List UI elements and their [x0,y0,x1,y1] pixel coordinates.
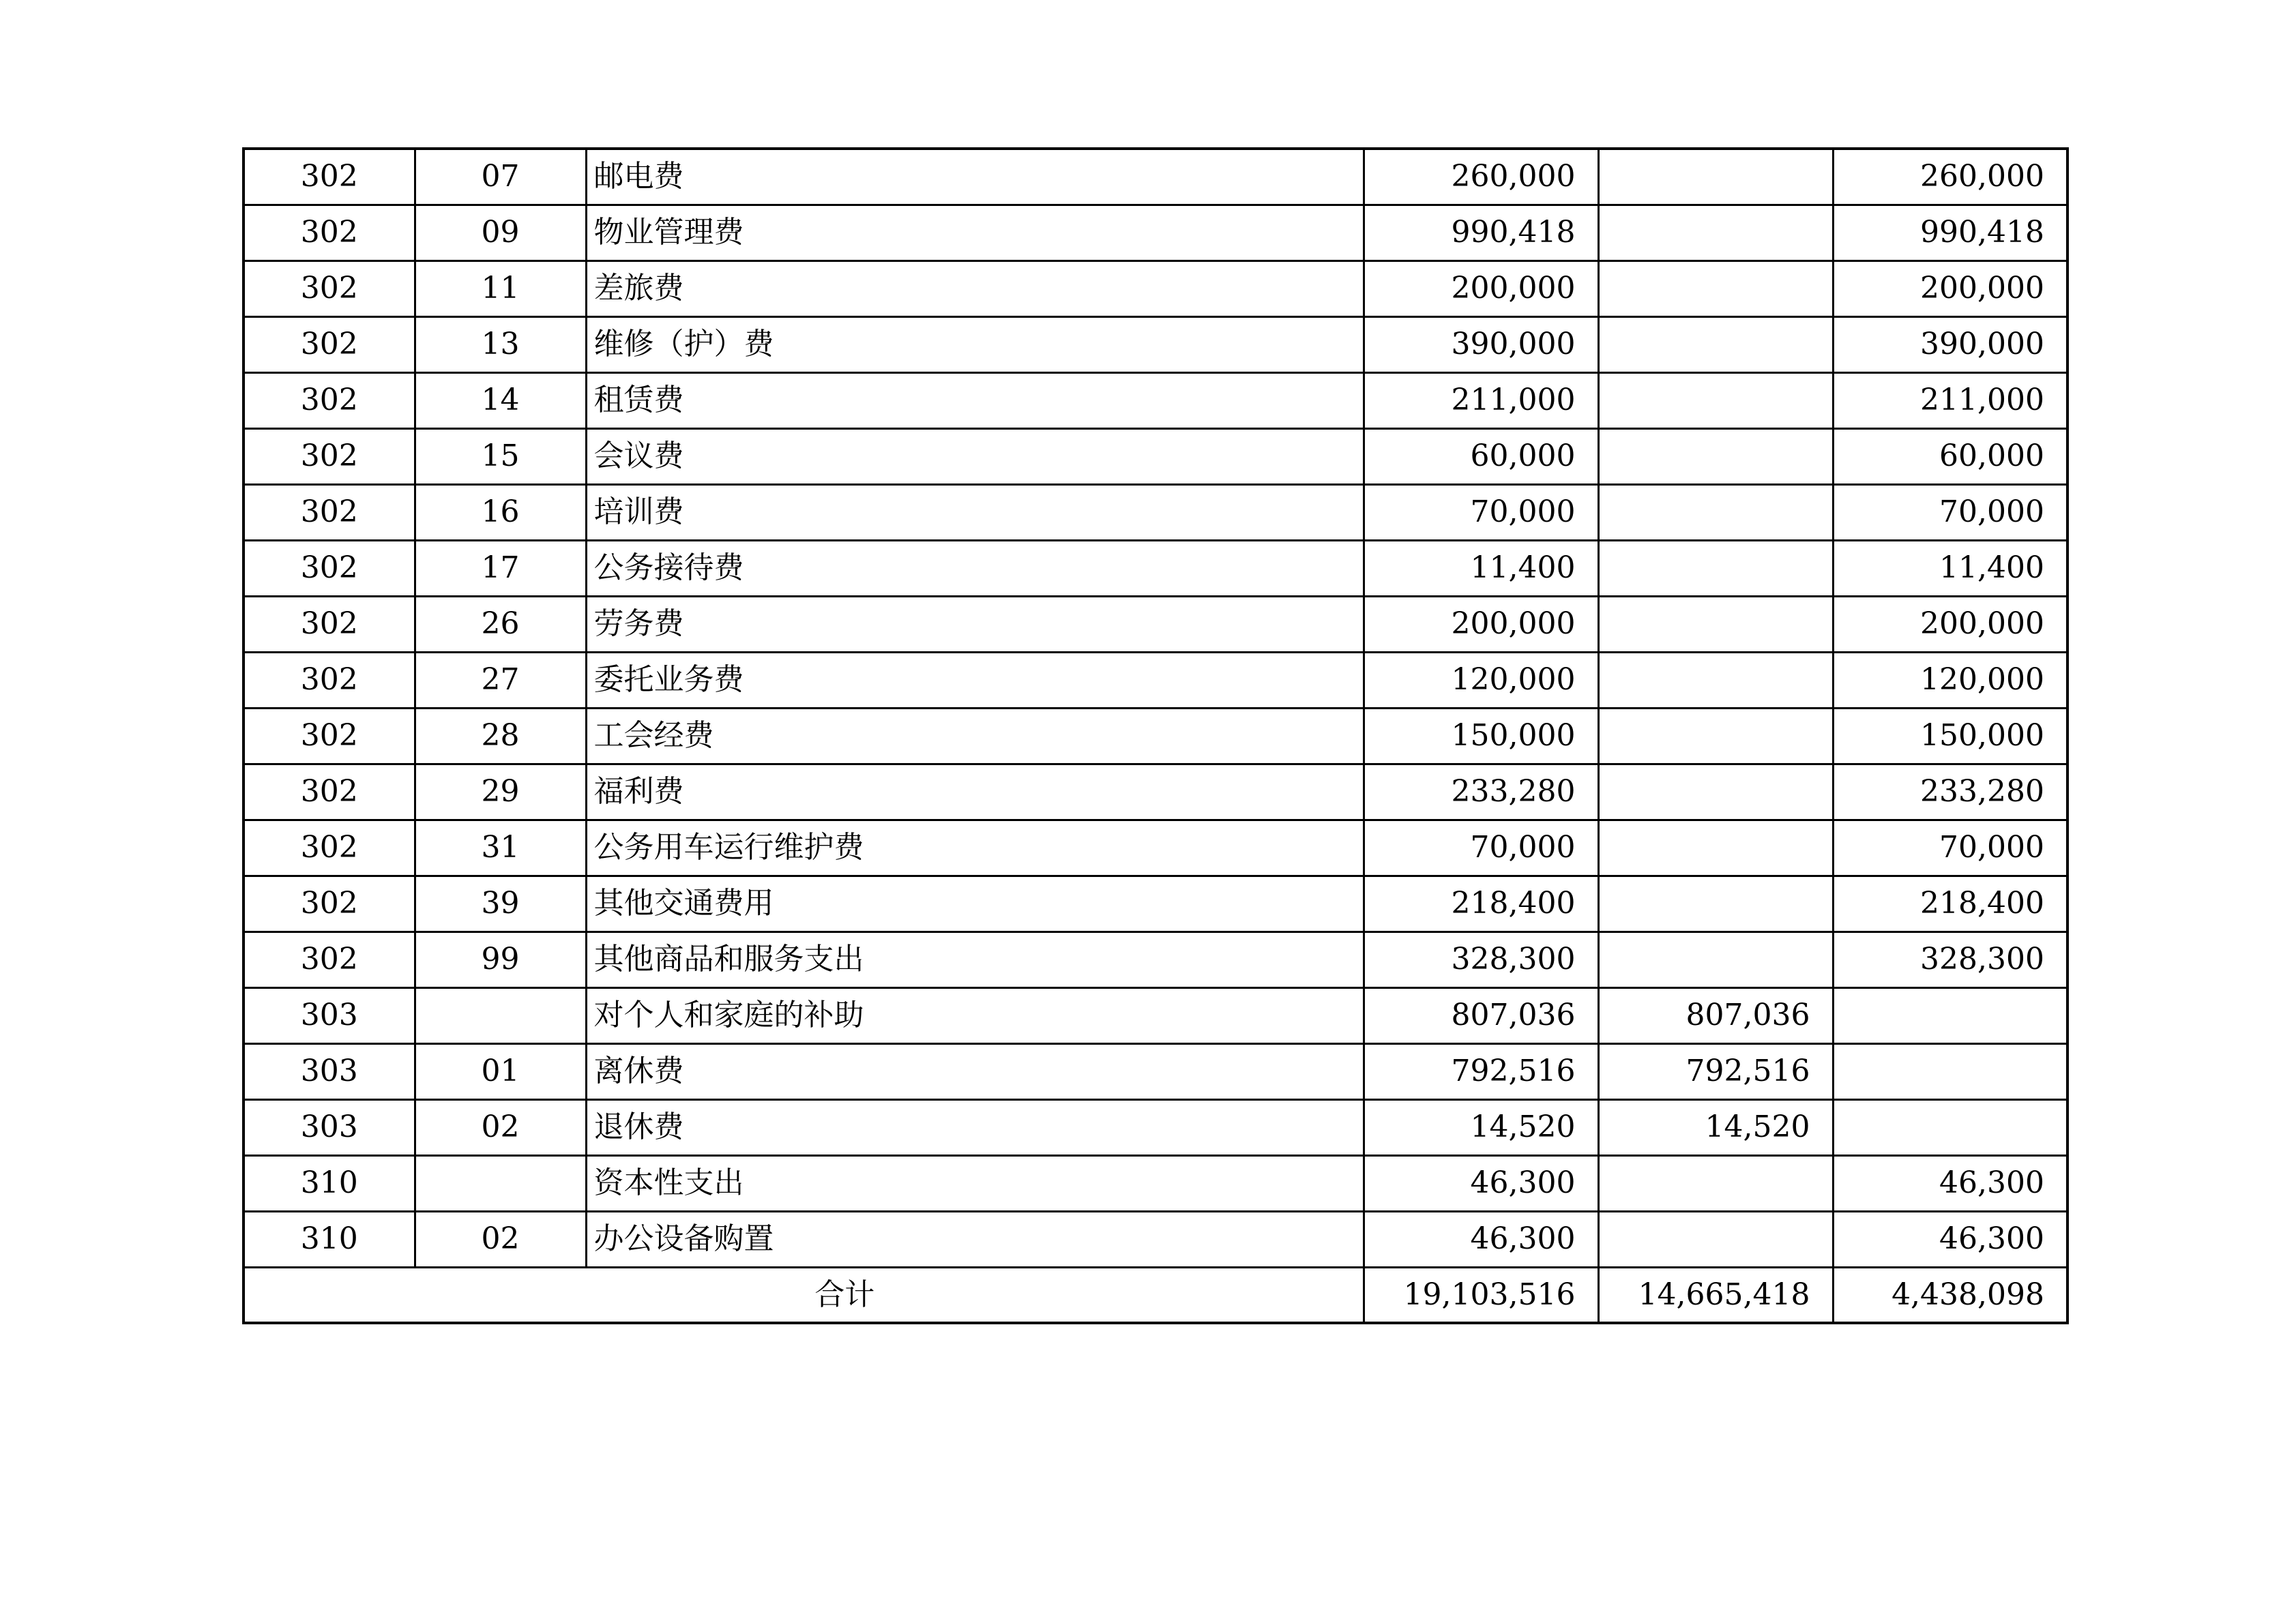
total-amount-cell: 390,000 [1364,316,1598,372]
basic-amount-cell [1598,260,1833,316]
item-name-cell: 委托业务费 [586,652,1364,708]
class-code-cell: 302 [244,540,415,596]
item-name-cell: 公务接待费 [586,540,1364,596]
total-project-amount: 4,438,098 [1833,1267,2067,1323]
total-amount-cell: 990,418 [1364,205,1598,260]
item-code-cell [415,1155,586,1211]
project-amount-cell: 120,000 [1833,652,2067,708]
project-amount-cell: 200,000 [1833,596,2067,652]
project-amount-cell [1833,1043,2067,1099]
project-amount-cell [1833,1099,2067,1155]
basic-amount-cell: 792,516 [1598,1043,1833,1099]
item-code-cell: 29 [415,764,586,820]
total-amount-cell: 14,520 [1364,1099,1598,1155]
item-code-cell: 02 [415,1211,586,1267]
table-row [244,484,2067,540]
class-code-cell: 302 [244,932,415,987]
table-row [244,1099,2067,1155]
item-name-cell: 劳务费 [586,596,1364,652]
total-amount-cell: 200,000 [1364,260,1598,316]
basic-amount-cell [1598,372,1833,428]
item-name-cell: 资本性支出 [586,1155,1364,1211]
class-code-cell: 303 [244,987,415,1043]
total-amount-cell: 150,000 [1364,708,1598,764]
table-row [244,820,2067,876]
class-code-cell: 303 [244,1099,415,1155]
item-code-cell: 16 [415,484,586,540]
item-code-cell: 39 [415,876,586,932]
class-code-cell: 302 [244,484,415,540]
project-amount-cell: 211,000 [1833,372,2067,428]
total-amount-cell: 792,516 [1364,1043,1598,1099]
item-name-cell: 福利费 [586,764,1364,820]
project-amount-cell [1833,987,2067,1043]
project-amount-cell: 70,000 [1833,484,2067,540]
project-amount-cell: 218,400 [1833,876,2067,932]
total-amount-cell: 807,036 [1364,987,1598,1043]
basic-amount-cell [1598,596,1833,652]
class-code-cell: 302 [244,260,415,316]
item-name-cell: 公务用车运行维护费 [586,820,1364,876]
class-code-cell: 310 [244,1211,415,1267]
item-name-cell: 租赁费 [586,372,1364,428]
class-code-cell: 302 [244,149,415,205]
table-row [244,1211,2067,1267]
total-amount: 19,103,516 [1364,1267,1598,1323]
item-name-cell: 会议费 [586,428,1364,484]
total-amount-cell: 260,000 [1364,149,1598,205]
total-amount-cell: 218,400 [1364,876,1598,932]
project-amount-cell: 233,280 [1833,764,2067,820]
item-code-cell: 13 [415,316,586,372]
total-label: 合计 [244,1267,1364,1323]
item-code-cell: 01 [415,1043,586,1099]
class-code-cell: 302 [244,205,415,260]
basic-amount-cell [1598,876,1833,932]
basic-amount-cell [1598,1155,1833,1211]
item-name-cell: 办公设备购置 [586,1211,1364,1267]
project-amount-cell: 150,000 [1833,708,2067,764]
basic-amount-cell [1598,316,1833,372]
total-basic-amount: 14,665,418 [1598,1267,1833,1323]
project-amount-cell: 60,000 [1833,428,2067,484]
item-name-cell: 邮电费 [586,149,1364,205]
total-amount-cell: 200,000 [1364,596,1598,652]
item-code-cell: 15 [415,428,586,484]
table-row [244,540,2067,596]
basic-amount-cell [1598,149,1833,205]
total-amount-cell: 328,300 [1364,932,1598,987]
item-name-cell: 退休费 [586,1099,1364,1155]
item-name-cell: 物业管理费 [586,205,1364,260]
class-code-cell: 302 [244,316,415,372]
table-row [244,932,2067,987]
class-code-cell: 302 [244,652,415,708]
class-code-cell: 302 [244,820,415,876]
basic-amount-cell [1598,932,1833,987]
basic-amount-cell [1598,428,1833,484]
class-code-cell: 303 [244,1043,415,1099]
table-row [244,428,2067,484]
budget-expenditure-table [242,147,2069,1324]
total-amount-cell: 11,400 [1364,540,1598,596]
item-name-cell: 其他交通费用 [586,876,1364,932]
table-row [244,149,2067,205]
basic-amount-cell: 807,036 [1598,987,1833,1043]
class-code-cell: 302 [244,372,415,428]
item-name-cell: 培训费 [586,484,1364,540]
item-code-cell: 99 [415,932,586,987]
item-code-cell: 14 [415,372,586,428]
total-amount-cell: 211,000 [1364,372,1598,428]
item-name-cell: 对个人和家庭的补助 [586,987,1364,1043]
project-amount-cell: 390,000 [1833,316,2067,372]
basic-amount-cell [1598,1211,1833,1267]
total-amount-cell: 46,300 [1364,1155,1598,1211]
item-code-cell [415,987,586,1043]
item-name-cell: 工会经费 [586,708,1364,764]
project-amount-cell: 990,418 [1833,205,2067,260]
total-amount-cell: 233,280 [1364,764,1598,820]
total-amount-cell: 70,000 [1364,820,1598,876]
item-code-cell: 11 [415,260,586,316]
basic-amount-cell [1598,205,1833,260]
project-amount-cell: 70,000 [1833,820,2067,876]
item-name-cell: 差旅费 [586,260,1364,316]
table-row [244,596,2067,652]
item-code-cell: 26 [415,596,586,652]
class-code-cell: 302 [244,596,415,652]
table-row [244,205,2067,260]
class-code-cell: 302 [244,764,415,820]
table-body [244,149,2067,1323]
table-row [244,764,2067,820]
table-row [244,652,2067,708]
table-row [244,708,2067,764]
basic-amount-cell [1598,540,1833,596]
basic-amount-cell [1598,820,1833,876]
table-row [244,1155,2067,1211]
project-amount-cell: 328,300 [1833,932,2067,987]
class-code-cell: 310 [244,1155,415,1211]
total-amount-cell: 46,300 [1364,1211,1598,1267]
total-row [244,1267,2067,1323]
item-code-cell: 27 [415,652,586,708]
class-code-cell: 302 [244,708,415,764]
class-code-cell: 302 [244,428,415,484]
total-amount-cell: 120,000 [1364,652,1598,708]
class-code-cell: 302 [244,876,415,932]
table-row [244,876,2067,932]
basic-amount-cell [1598,708,1833,764]
item-code-cell: 07 [415,149,586,205]
item-code-cell: 28 [415,708,586,764]
table-row [244,987,2067,1043]
item-code-cell: 02 [415,1099,586,1155]
basic-amount-cell [1598,484,1833,540]
project-amount-cell: 46,300 [1833,1155,2067,1211]
item-name-cell: 离休费 [586,1043,1364,1099]
item-code-cell: 31 [415,820,586,876]
table-row [244,260,2067,316]
item-code-cell: 09 [415,205,586,260]
table-row [244,372,2067,428]
table-row [244,1043,2067,1099]
item-code-cell: 17 [415,540,586,596]
item-name-cell: 维修（护）费 [586,316,1364,372]
project-amount-cell: 200,000 [1833,260,2067,316]
project-amount-cell: 260,000 [1833,149,2067,205]
project-amount-cell: 11,400 [1833,540,2067,596]
basic-amount-cell [1598,652,1833,708]
item-name-cell: 其他商品和服务支出 [586,932,1364,987]
project-amount-cell: 46,300 [1833,1211,2067,1267]
basic-amount-cell: 14,520 [1598,1099,1833,1155]
table-row [244,316,2067,372]
total-amount-cell: 70,000 [1364,484,1598,540]
basic-amount-cell [1598,764,1833,820]
total-amount-cell: 60,000 [1364,428,1598,484]
